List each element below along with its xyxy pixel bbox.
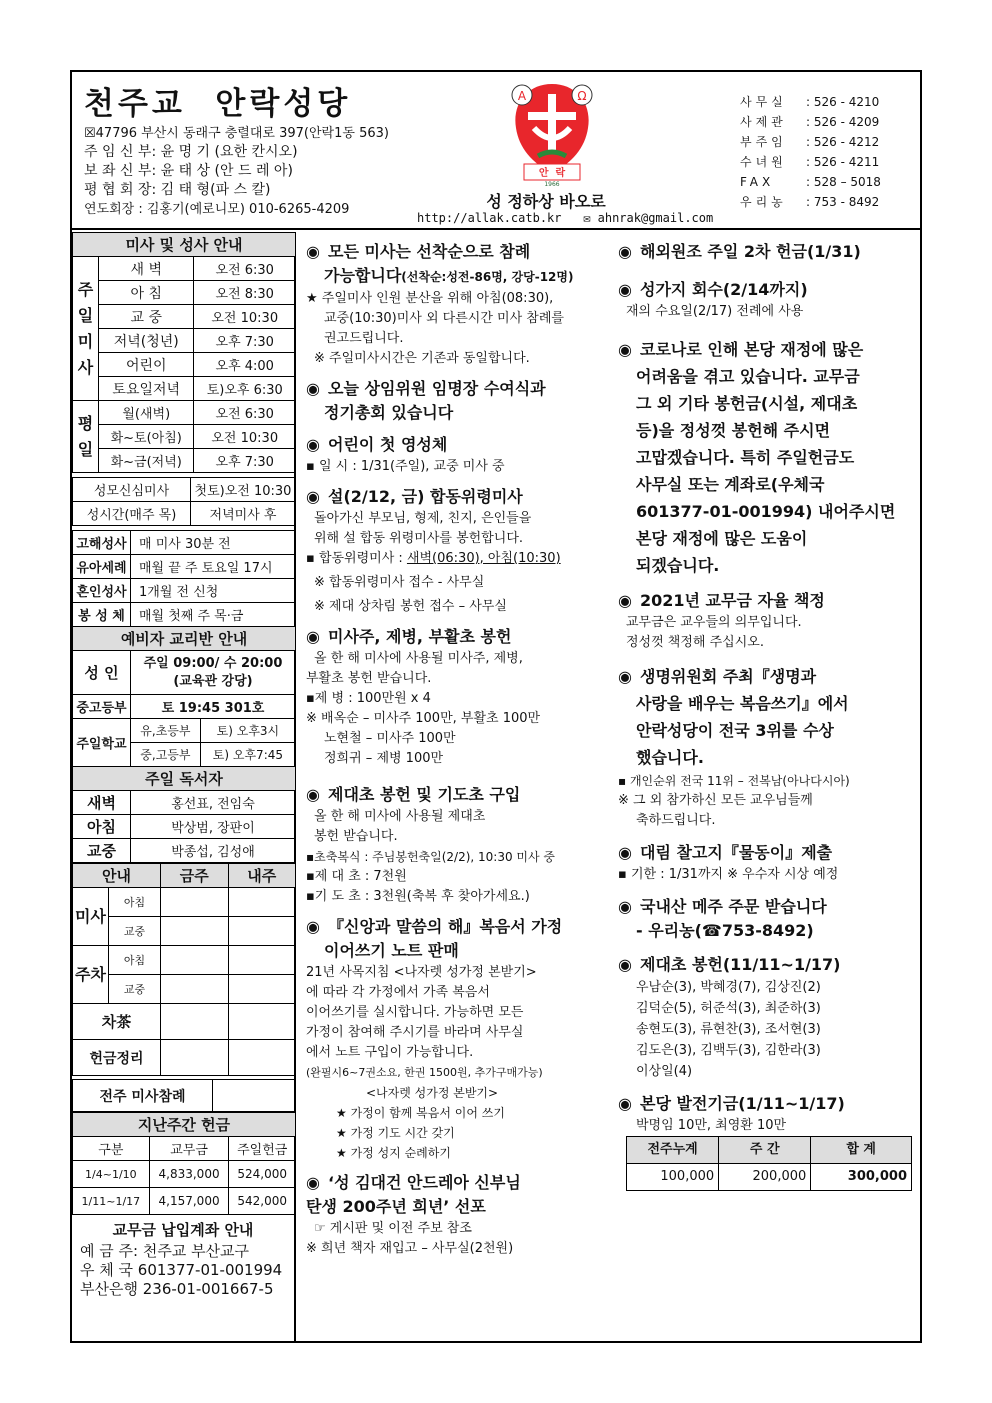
donor-line: 이상일(4)	[636, 1064, 693, 1079]
offering-head-1: 교무금	[149, 1137, 229, 1161]
sunday-mass-label	[73, 257, 99, 401]
notice-6-l4: ▪제 대 초 : 7천원	[306, 869, 407, 884]
notice-7-l9: ★ 가정 기도 시간 갖기	[336, 1126, 455, 1140]
notice-r4-title: 2021년 교무금 자율 책정	[640, 591, 825, 610]
guide-head-1: 금주	[161, 864, 228, 888]
reader-mass: 아침	[73, 815, 131, 839]
driver-sub-main: 교중	[108, 975, 160, 1004]
notice-5-l6: 정희귀 – 제병 100만	[324, 751, 444, 766]
weekday-label-char: 일	[77, 439, 94, 459]
notice-r6-l1: ▪ 기한 : 1/31까지 ※ 우수자 시상 예정	[618, 867, 839, 882]
notice-8-l1: ☞ 게시판 및 이전 주보 참조	[314, 1221, 472, 1236]
account-line: 부산은행 236-01-001667-5	[80, 1280, 274, 1298]
sunday-label-char: 일	[77, 305, 94, 325]
mass-name: 화~금(저녁)	[99, 449, 194, 473]
bullet-icon: ◉	[618, 242, 632, 261]
finance-line: 사무실 또는 계좌로(우체국	[636, 475, 825, 494]
phone-number: : 753 - 8492	[806, 195, 880, 209]
sunday-label-char: 주	[77, 279, 94, 299]
notice-4-l1: 돌아가신 부모님, 형제, 친지, 은인들을	[314, 511, 532, 526]
phone-list	[740, 92, 881, 212]
parish-logo	[502, 78, 602, 188]
bullet-icon: ◉	[306, 487, 320, 506]
notice-7-title2: 이어쓰기 노트 판매	[324, 941, 459, 960]
mass-sub-main: 교중	[108, 917, 160, 946]
reader-mass: 새벽	[73, 791, 131, 815]
guide-head-0: 안내	[73, 864, 161, 888]
right-column	[618, 240, 918, 1199]
ss-name-1: 중,고등부	[131, 743, 201, 767]
notice-2-title2: 정기총회 있습니다	[324, 403, 454, 422]
notice-7-l6: (완필시6~7권소요, 한권 1500원, 추가구매가능)	[306, 1066, 543, 1079]
sacrament-name: 고해성사	[73, 531, 131, 555]
notice-1-l1: ★ 주일미사 인원 분산을 위해 아침(08:30),	[306, 291, 554, 306]
bullet-icon: ◉	[618, 667, 632, 686]
address: ☒47796 부산시 동래구 충렬대로 397(안락1동 563)	[84, 126, 389, 141]
offering-title: 지난주간 헌금	[73, 1113, 296, 1137]
bullet-icon: ◉	[306, 242, 320, 261]
offering-period: 1/11~1/17	[73, 1188, 150, 1215]
notice-finance	[618, 336, 918, 579]
fund-head-2: 합 계	[811, 1137, 912, 1164]
notice-1-title: 모든 미사는 선착순으로 참례	[328, 242, 531, 261]
notice-7-l5: 에서 노트 구입이 가능합니다.	[306, 1045, 474, 1060]
notice-7-l8: ★ 가정이 함께 복음서 이어 쓰기	[336, 1106, 505, 1120]
account-line: 예 금 주: 천주교 부산교구	[80, 1242, 250, 1260]
weekday-label-char: 평	[77, 413, 94, 433]
sacrament-value: 매월 끝 주 토요일 17시	[131, 555, 296, 579]
notice-5-l1: 올 한 해 미사에 사용될 미사주, 제병,	[314, 651, 523, 666]
prev-mass-table	[72, 1079, 296, 1112]
notice-4-title: 설(2/12, 금) 합동위령미사	[328, 487, 523, 506]
bullet-icon: ◉	[618, 843, 632, 862]
notice-3-title: 어린이 첫 영성체	[328, 435, 448, 454]
sacrament-value: 1개월 전 신청	[131, 579, 296, 603]
notice-r1-title: 해외원조 주일 2차 헌금(1/31)	[640, 242, 861, 261]
notice-r9-title: 본당 발전기금(1/11~1/17)	[640, 1094, 845, 1113]
phone-label: 사무실	[740, 95, 787, 109]
council-president: 평 협 회 장: 김 태 형(파 스 칼)	[84, 182, 271, 198]
bullet-icon: ◉	[306, 435, 320, 454]
offering-table	[72, 1112, 296, 1215]
notice-3-l1: ▪ 일 시 : 1/31(주일), 교중 미사 중	[306, 459, 505, 474]
mass-time: 오전 10:30	[194, 305, 296, 329]
notice-6-l3: ▪초축복식 : 주님봉헌축일(2/2), 10:30 미사 중	[306, 850, 556, 864]
readers-title: 주일 독서자	[73, 767, 296, 791]
sacrament-row	[73, 531, 296, 555]
notice-life-committee	[618, 663, 918, 831]
extra-time: 저녁미사 후	[191, 502, 296, 526]
notice-r9-l1: 박명임 10만, 최영환 10만	[636, 1118, 787, 1133]
sacrament-value: 매월 첫째 주 목·금	[131, 603, 296, 627]
adult-label: 성 인	[73, 651, 131, 695]
notice-6-l1: 올 한 해 미사에 사용될 제대초	[314, 809, 486, 824]
offering-dues: 4,833,000	[149, 1161, 229, 1188]
phone-label: 사제관	[740, 115, 787, 129]
offering-row	[73, 1161, 296, 1188]
reader-names: 홍선표, 전임숙	[131, 791, 296, 815]
notice-5-l2: 부활초 봉헌 받습니다.	[306, 671, 432, 686]
notice-1-note: (선착순:성전-86명, 강당-12명)	[401, 270, 574, 284]
notice-7-title: 『신앙과 말씀의 해』복음서 가정	[328, 917, 563, 936]
mass-name: 월(새벽)	[99, 401, 194, 425]
extra-time: 첫토)오전 10:30	[191, 478, 296, 502]
reader-row	[73, 815, 296, 839]
notice-wine-bread	[306, 625, 616, 769]
reader-row	[73, 839, 296, 863]
sacrament-name: 유아세례	[73, 555, 131, 579]
motto: 성 정하상 바오로	[486, 192, 606, 211]
phone-row	[740, 152, 881, 172]
notice-palm	[618, 278, 918, 322]
notice-committee	[306, 377, 616, 425]
sacrament-row	[73, 603, 296, 627]
extra-name: 성모신심미사	[73, 478, 191, 502]
notice-4-l5: ※ 제대 상차림 봉헌 접수 – 사무실	[314, 599, 507, 614]
notice-r4-l2: 정성껏 책정해 주십시오.	[626, 635, 764, 650]
notice-dues	[618, 589, 918, 653]
phone-row	[740, 192, 881, 212]
donor-line: 김덕순(5), 허준석(3), 최준하(3)	[636, 1001, 821, 1016]
account-title: 교무금 납입계좌 안내	[112, 1221, 254, 1239]
notice-advent	[618, 841, 918, 885]
bullet-icon: ◉	[306, 379, 320, 398]
offering-period: 1/4~1/10	[73, 1161, 150, 1188]
sunday-mass-row	[73, 329, 296, 353]
offering-arrange-label: 헌금정리	[73, 1040, 161, 1076]
logo-omega: Ω	[577, 89, 587, 103]
guide-table	[72, 863, 296, 1076]
sunday-school-label: 주일학교	[73, 719, 131, 767]
fund-val-0: 100,000	[627, 1164, 719, 1191]
parish-title: 천주교 안락성당	[84, 86, 352, 122]
notice-r5-l2: ※ 그 외 참가하신 모든 교우님들께	[618, 793, 813, 808]
phone-label: 수녀원	[740, 155, 787, 169]
adult-time: 주일 09:00/ 수 20:00	[143, 655, 283, 671]
offering-dues: 4,157,000	[149, 1188, 229, 1215]
weekday-mass-label	[73, 401, 99, 473]
finance-line: 본당 재정에 많은 도움이	[636, 529, 808, 548]
finance-line: 어려움을 겪고 있습니다. 교무금	[636, 367, 860, 386]
phone-label: FAX	[740, 175, 775, 189]
phone-number: : 526 - 4210	[806, 95, 880, 109]
bullet-icon: ◉	[618, 280, 632, 299]
reader-row	[73, 791, 296, 815]
notice-4-l2: 위해 설 합동 위령미사를 봉헌합니다.	[314, 531, 524, 546]
life-line: 했습니다.	[636, 748, 704, 767]
extra-name: 성시간(매주 목)	[73, 502, 191, 526]
fund-val-1: 200,000	[719, 1164, 811, 1191]
bullet-icon: ◉	[306, 917, 320, 936]
mass-title: 미사 및 성사 안내	[73, 233, 296, 257]
sunday-mass-row	[73, 305, 296, 329]
phone-row	[740, 92, 881, 112]
mass-time: 토)오후 6:30	[194, 377, 296, 401]
fund-head-0: 전주누계	[627, 1137, 719, 1164]
catechism-title: 예비자 교리반 안내	[73, 627, 296, 651]
notice-7-l10: ★ 가정 성지 순례하기	[336, 1146, 451, 1160]
notice-candles	[306, 783, 616, 907]
notice-first-come	[306, 240, 616, 369]
offering-row	[73, 1188, 296, 1215]
adult-place: (교육관 강당)	[173, 673, 253, 689]
notice-altar-candle	[618, 953, 918, 1082]
parish-info	[84, 124, 389, 219]
extra-mass-row	[73, 502, 296, 526]
assistant-priest: 보 좌 신 부: 윤 태 상 (안 드 레 아)	[84, 163, 293, 179]
notice-gospel-notes	[306, 915, 616, 1163]
phone-label: 부주임	[740, 135, 787, 149]
logo-bottom: 안 락	[538, 168, 566, 179]
reader-mass: 교중	[73, 839, 131, 863]
mass-time: 오전 6:30	[194, 257, 296, 281]
extra-mass-table	[72, 477, 296, 526]
notice-r2-title: 성가지 회수(2/14까지)	[640, 280, 808, 299]
phone-label: 우리농	[740, 195, 787, 209]
bullet-icon: ◉	[618, 340, 632, 359]
notice-meju	[618, 895, 918, 943]
weekday-mass-row	[73, 401, 296, 425]
notice-8-title: ‘성 김대건 안드레아 신부님	[328, 1173, 521, 1192]
fund-head-1: 주 간	[719, 1137, 811, 1164]
sacrament-name: 혼인성사	[73, 579, 131, 603]
phone-number: : 526 - 4209	[806, 115, 880, 129]
sunday-mass-row	[73, 281, 296, 305]
linked-president: 연도회장 : 김홍기(예로니모) 010-6265-4209	[84, 202, 350, 217]
prev-mass-label: 전주 미사참례	[73, 1080, 213, 1112]
notice-5-title: 미사주, 제병, 부활초 봉헌	[328, 627, 512, 646]
mass-time: 오후 7:30	[194, 329, 296, 353]
mass-name: 화~토(아침)	[99, 425, 194, 449]
notice-r5-l1: ▪ 개인순위 전국 11위 – 전복남(아나다시아)	[618, 774, 850, 788]
notice-r8-title: 제대초 봉헌(11/11~1/17)	[640, 955, 841, 974]
middle-column	[306, 240, 616, 1267]
finance-line: 고맙겠습니다. 특히 주일헌금도	[636, 448, 855, 467]
notice-r5-l0: 생명위원회 주최『생명과	[640, 667, 817, 686]
life-line: 안락성당이 전국 3위를 수상	[636, 721, 834, 740]
notice-development-fund	[618, 1092, 918, 1191]
youth-value: 토 19:45 301호	[131, 695, 296, 719]
notice-1-l4: ※ 주일미사시간은 기존과 동일합니다.	[314, 351, 530, 366]
youth-label: 중고등부	[73, 695, 131, 719]
notice-jubilee	[306, 1171, 616, 1259]
mass-name: 어린이	[99, 353, 194, 377]
bullet-icon: ◉	[306, 627, 320, 646]
notice-4-l3b: 새벽(06:30), 아침(10:30)	[406, 551, 561, 566]
notice-6-l2: 봉헌 받습니다.	[314, 829, 398, 844]
notice-1-title2: 가능합니다	[324, 266, 402, 285]
phone-number: : 526 - 4212	[806, 135, 880, 149]
bullet-icon: ◉	[306, 785, 320, 804]
notice-r7-title: 국내산 메주 주문 받습니다	[640, 897, 827, 916]
sacrament-row	[73, 555, 296, 579]
guide-head-2: 내주	[228, 864, 295, 888]
mass-sub-label: 미사	[73, 888, 109, 946]
sacrament-value: 매 미사 30분 전	[131, 531, 296, 555]
mass-name: 토요일저녁	[99, 377, 194, 401]
notice-8-title2: 탄생 200주년 희년’ 선포	[306, 1197, 486, 1216]
notice-7-l2: 에 따라 각 가정에서 가족 복음서	[306, 985, 490, 1000]
finance-line: 되겠습니다.	[636, 556, 720, 575]
finance-line: 601377-01-001994) 내어주시면	[636, 502, 896, 521]
mass-time: 오후 4:00	[194, 353, 296, 377]
sunday-label-char: 미	[77, 331, 94, 351]
notice-2-title: 오늘 상임위원 임명장 수여식과	[328, 379, 546, 398]
sunday-label-char: 사	[77, 357, 94, 377]
mass-name: 아 침	[99, 281, 194, 305]
bullet-icon: ◉	[618, 1094, 632, 1113]
notice-6-title: 제대초 봉헌 및 기도초 구입	[328, 785, 521, 804]
phone-row	[740, 112, 881, 132]
donor-line: 김도은(3), 김백두(3), 김한라(3)	[636, 1043, 821, 1058]
pastor: 주 임 신 부: 윤 명 기 (요한 칸시오)	[84, 144, 298, 160]
mass-time: 오전 6:30	[194, 401, 296, 425]
sacrament-table	[72, 530, 296, 863]
weekday-mass-row	[73, 449, 296, 473]
sacrament-row	[73, 579, 296, 603]
bullet-icon: ◉	[306, 1173, 320, 1192]
notice-overseas-aid	[618, 240, 918, 264]
notice-r2-l1: 재의 수요일(2/17) 전례에 사용	[626, 304, 804, 319]
fund-total-table	[626, 1136, 912, 1191]
notice-7-l3: 이어쓰기를 실시합니다. 가능하면 모든	[306, 1005, 524, 1020]
phone-row	[740, 132, 881, 152]
phone-number: : 526 - 4211	[806, 155, 880, 169]
driver-sub-label: 주차	[73, 946, 109, 1004]
notice-5-l4: ※ 배옥순 – 미사주 100만, 부활초 100만	[306, 711, 541, 726]
bullet-icon: ◉	[618, 955, 632, 974]
notice-4-l4: ※ 합동위령미사 접수 - 사무실	[314, 575, 485, 590]
notice-r3-l0: 코로나로 인해 본당 재정에 많은	[640, 340, 864, 359]
weekday-mass-row	[73, 425, 296, 449]
donor-line: 우남순(3), 박혜경(7), 김상진(2)	[636, 980, 821, 995]
sunday-mass-row	[73, 353, 296, 377]
driver-sub-morning: 아침	[108, 946, 160, 975]
notice-first-communion	[306, 433, 616, 477]
website-link[interactable]: http://allak.catb.kr	[417, 211, 562, 225]
mass-sub-morning: 아침	[108, 888, 160, 917]
bulletin-page	[70, 70, 922, 1343]
mass-time: 오후 7:30	[194, 449, 296, 473]
notice-r6-title: 대림 찰고지『물동이』제출	[640, 843, 833, 862]
account-line: 우 체 국 601377-01-001994	[80, 1261, 283, 1279]
account-box	[72, 1219, 294, 1299]
fund-val-2: 300,000	[811, 1164, 912, 1191]
phone-row	[740, 172, 881, 192]
notice-4-l3a: ▪ 합동위령미사 :	[306, 551, 407, 566]
notice-6-l5: ▪기 도 초 : 3천원(축복 후 찾아가세요.)	[306, 889, 530, 904]
bullet-icon: ◉	[618, 591, 632, 610]
notice-5-l5: 노현철 – 미사주 100만	[324, 731, 456, 746]
notice-r4-l1: 교무금은 교우들의 의무입니다.	[626, 615, 802, 630]
notice-7-l1: 21년 사목지침 <나자렛 성가정 본받기>	[306, 965, 537, 980]
ss-time-0: 토) 오후3시	[200, 719, 295, 743]
finance-line: 등)을 정성껏 봉헌해 주시면	[636, 421, 831, 440]
left-column	[72, 232, 296, 1343]
offering-sunday: 542,000	[229, 1188, 296, 1215]
sacrament-name: 봉 성 체	[73, 603, 131, 627]
notice-r7-title2: - 우리농(☎753-8492)	[636, 921, 814, 940]
mass-time: 오전 10:30	[194, 425, 296, 449]
logo-alpha: A	[517, 89, 527, 103]
contact-web	[417, 211, 713, 225]
logo-year: 1966	[544, 181, 560, 188]
email-link[interactable]: ✉ ahnrak@gmail.com	[583, 211, 714, 225]
reader-names: 박상범, 장판이	[131, 815, 296, 839]
notice-1-l2: 교중(10:30)미사 외 다른시간 미사 참례를	[324, 311, 564, 326]
offering-sunday: 524,000	[229, 1161, 296, 1188]
mass-name: 저녁(청년)	[99, 329, 194, 353]
notice-8-l2: ※ 희년 책자 재입고 – 사무실(2천원)	[306, 1241, 514, 1256]
offering-head-2: 주일헌금	[229, 1137, 296, 1161]
sunday-mass-row	[73, 377, 296, 401]
finance-line: 그 외 기타 봉헌금(시설, 제대초	[636, 394, 858, 413]
notice-r5-l3: 축하드립니다.	[636, 813, 716, 828]
bullet-icon: ◉	[618, 897, 632, 916]
mass-name: 새 벽	[99, 257, 194, 281]
offering-head-0: 구분	[73, 1137, 150, 1161]
mass-name: 교 중	[99, 305, 194, 329]
donor-line: 송현도(3), 류현찬(3), 조서현(3)	[636, 1022, 821, 1037]
header	[72, 72, 920, 230]
extra-mass-row	[73, 478, 296, 502]
notice-memorial-mass	[306, 485, 616, 617]
tea-label: 차茶	[73, 1004, 161, 1040]
ss-name-0: 유,초등부	[131, 719, 201, 743]
mass-time: 오전 8:30	[194, 281, 296, 305]
ss-time-1: 토) 오후7:45	[200, 743, 295, 767]
sunday-mass-row	[73, 257, 296, 281]
phone-number: : 528 – 5018	[806, 175, 881, 189]
notice-7-l7: <나자렛 성가정 본받기>	[366, 1086, 499, 1100]
mass-schedule-table	[72, 232, 296, 473]
notice-7-l4: 가정이 참여해 주시기를 바라며 사무실	[306, 1025, 524, 1040]
notice-1-l3: 권고드립니다.	[324, 331, 404, 346]
notice-5-l3: ▪제 병 : 100만원 x 4	[306, 691, 431, 706]
life-line: 사랑을 배우는 복음쓰기』에서	[636, 694, 849, 713]
reader-names: 박종섭, 김성애	[131, 839, 296, 863]
